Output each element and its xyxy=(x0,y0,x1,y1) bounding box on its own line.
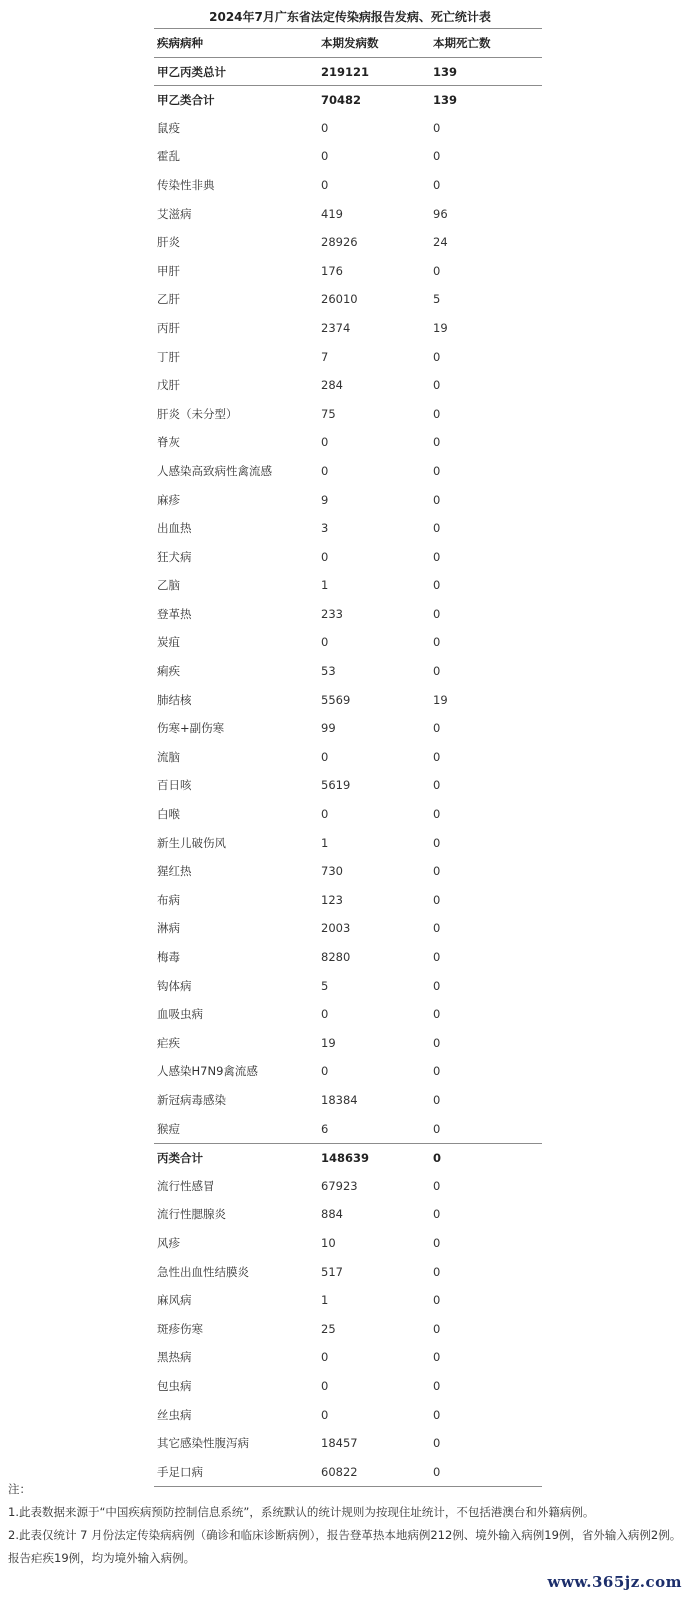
cell-cases: 99 xyxy=(321,721,336,736)
cell-disease: 黑热病 xyxy=(157,1350,192,1365)
notes-label: 注： xyxy=(8,1482,31,1496)
cell-disease: 流行性腮腺炎 xyxy=(157,1207,226,1222)
cell-deaths: 5 xyxy=(433,292,441,307)
cell-disease: 钩体病 xyxy=(157,978,192,993)
cell-disease: 急性出血性结膜炎 xyxy=(157,1264,249,1279)
cell-deaths: 0 xyxy=(433,349,441,364)
table-row xyxy=(154,1172,542,1201)
cell-cases: 60822 xyxy=(321,1464,358,1479)
table-row xyxy=(154,771,542,800)
cell-cases: 0 xyxy=(321,549,329,564)
cell-cases: 5569 xyxy=(321,692,351,707)
cell-disease: 新生儿破伤风 xyxy=(157,835,226,850)
table-row xyxy=(154,1429,542,1458)
cell-deaths: 0 xyxy=(433,807,441,822)
cell-cases: 730 xyxy=(321,864,343,879)
table-row xyxy=(154,1372,542,1401)
cell-disease: 白喉 xyxy=(157,807,180,822)
cell-disease: 新冠病毒感染 xyxy=(157,1092,226,1107)
cell-cases: 0 xyxy=(321,1378,329,1393)
cell-disease: 伤寒+副伤寒 xyxy=(157,721,225,736)
cell-deaths: 0 xyxy=(433,921,441,936)
cell-deaths: 0 xyxy=(433,778,441,793)
table-row xyxy=(154,1115,542,1144)
cell-deaths: 0 xyxy=(433,864,441,879)
cell-disease: 流行性感冒 xyxy=(157,1178,215,1193)
table-row xyxy=(154,1258,542,1287)
cell-cases: 284 xyxy=(321,378,343,393)
cell-cases: 5 xyxy=(321,978,329,993)
cell-disease: 肝炎（未分型） xyxy=(157,406,238,421)
cell-deaths: 0 xyxy=(433,1064,441,1079)
cell-cases: 0 xyxy=(321,807,329,822)
cell-disease: 梅毒 xyxy=(157,950,180,964)
cell-disease: 流脑 xyxy=(157,749,180,764)
cell-disease: 麻风病 xyxy=(157,1293,192,1308)
cell-deaths: 0 xyxy=(433,406,441,421)
cell-deaths: 139 xyxy=(433,64,458,79)
cell-disease: 炭疽 xyxy=(157,635,180,650)
cell-cases: 9 xyxy=(321,492,329,507)
cell-cases: 8280 xyxy=(321,950,351,964)
cell-cases: 25 xyxy=(321,1321,336,1336)
cell-disease: 手足口病 xyxy=(157,1464,203,1479)
cell-cases: 0 xyxy=(321,177,329,192)
cell-disease: 丙类合计 xyxy=(157,1151,203,1166)
cell-disease: 肺结核 xyxy=(157,692,192,707)
cell-deaths: 0 xyxy=(433,1321,441,1336)
cell-cases: 0 xyxy=(321,435,329,450)
cell-disease: 传染性非典 xyxy=(157,177,215,192)
cell-disease: 麻疹 xyxy=(157,492,180,507)
table-row xyxy=(154,800,542,829)
table-row xyxy=(154,972,542,1001)
cell-cases: 5619 xyxy=(321,778,351,793)
cell-disease: 其它感染性腹泻病 xyxy=(157,1436,249,1451)
cell-deaths: 0 xyxy=(433,1235,441,1250)
cell-cases: 2003 xyxy=(321,921,351,936)
cell-disease: 包虫病 xyxy=(157,1378,192,1393)
cell-deaths: 0 xyxy=(433,578,441,593)
table-row xyxy=(154,914,542,943)
table-row xyxy=(154,142,542,171)
cell-cases: 19 xyxy=(321,1035,336,1050)
table-row xyxy=(154,1057,542,1086)
table-row xyxy=(154,1229,542,1258)
cell-cases: 0 xyxy=(321,635,329,650)
cell-cases: 176 xyxy=(321,263,343,278)
cell-disease: 猩红热 xyxy=(157,864,192,879)
table-row xyxy=(154,85,542,114)
table-row xyxy=(154,1401,542,1430)
cell-disease: 人感染高致病性禽流感 xyxy=(157,463,272,478)
cell-cases: 419 xyxy=(321,206,343,221)
cell-deaths: 0 xyxy=(433,463,441,478)
cell-deaths: 0 xyxy=(433,1207,441,1222)
table-row xyxy=(154,1286,542,1315)
table-row xyxy=(154,886,542,915)
cell-disease: 淋病 xyxy=(157,921,180,936)
cell-deaths: 0 xyxy=(433,606,441,621)
cell-cases: 75 xyxy=(321,406,336,421)
cell-deaths: 0 xyxy=(433,1293,441,1308)
cell-disease: 甲乙类合计 xyxy=(157,93,215,108)
cell-disease: 登革热 xyxy=(157,606,192,621)
cell-cases: 148639 xyxy=(321,1151,370,1166)
header-deaths: 本期死亡数 xyxy=(433,36,491,50)
cell-cases: 18384 xyxy=(321,1092,358,1107)
cell-cases: 0 xyxy=(321,1407,329,1422)
watermark: www.365jz.com xyxy=(547,1573,682,1591)
table-row xyxy=(154,829,542,858)
table-row xyxy=(154,1315,542,1344)
cell-disease: 斑疹伤寒 xyxy=(157,1321,203,1336)
table-row xyxy=(154,114,542,143)
cell-cases: 53 xyxy=(321,664,336,679)
cell-cases: 123 xyxy=(321,892,343,907)
cell-deaths: 0 xyxy=(433,1178,441,1193)
cell-disease: 戊肝 xyxy=(157,378,180,393)
cell-cases: 0 xyxy=(321,149,329,164)
cell-deaths: 19 xyxy=(433,320,448,335)
note-line-1: 1.此表数据来源于“中国疾病预防控制信息系统”，系统默认的统计规则为按现住址统计，不包括港澳台和外籍病例。 xyxy=(8,1505,595,1519)
header-cases: 本期发病数 xyxy=(321,36,379,50)
cell-deaths: 0 xyxy=(433,1151,442,1166)
cell-deaths: 0 xyxy=(433,521,441,536)
cell-disease: 风疹 xyxy=(157,1235,180,1250)
table-row xyxy=(154,1343,542,1372)
cell-cases: 0 xyxy=(321,1064,329,1079)
table-row xyxy=(154,1029,542,1058)
cell-cases: 1 xyxy=(321,578,329,593)
cell-deaths: 96 xyxy=(433,206,448,221)
cell-disease: 丝虫病 xyxy=(157,1407,192,1422)
table-row xyxy=(154,285,542,314)
cell-disease: 艾滋病 xyxy=(157,206,192,221)
cell-disease: 百日咳 xyxy=(157,778,192,793)
cell-deaths: 0 xyxy=(433,749,441,764)
cell-deaths: 0 xyxy=(433,1407,441,1422)
cell-disease: 血吸虫病 xyxy=(157,1007,203,1022)
cell-cases: 26010 xyxy=(321,292,358,307)
table-row xyxy=(154,628,542,657)
table-row xyxy=(154,257,542,286)
cell-disease: 甲乙丙类总计 xyxy=(157,64,226,79)
table-row xyxy=(154,714,542,743)
cell-deaths: 0 xyxy=(433,664,441,679)
cell-disease: 痢疾 xyxy=(157,664,180,679)
cell-disease: 鼠疫 xyxy=(157,120,180,135)
table-row xyxy=(154,1200,542,1229)
table-row xyxy=(154,200,542,229)
cell-disease: 布病 xyxy=(157,892,180,907)
table-header-row xyxy=(154,28,542,57)
table-row xyxy=(154,1143,542,1172)
cell-deaths: 0 xyxy=(433,1035,441,1050)
cell-cases: 67923 xyxy=(321,1178,358,1193)
cell-deaths: 0 xyxy=(433,721,441,736)
cell-deaths: 0 xyxy=(433,1350,441,1365)
table-row xyxy=(154,514,542,543)
statistics-table xyxy=(154,28,542,1487)
table-row xyxy=(154,686,542,715)
table-row xyxy=(154,600,542,629)
table-row xyxy=(154,857,542,886)
cell-disease: 出血热 xyxy=(157,521,192,536)
cell-cases: 1 xyxy=(321,835,329,850)
table-row xyxy=(154,228,542,257)
cell-cases: 0 xyxy=(321,1007,329,1022)
table-row xyxy=(154,486,542,515)
table-row xyxy=(154,457,542,486)
cell-deaths: 0 xyxy=(433,149,441,164)
table-row xyxy=(154,943,542,972)
table-row xyxy=(154,657,542,686)
cell-cases: 3 xyxy=(321,521,329,536)
cell-disease: 霍乱 xyxy=(157,149,180,164)
cell-cases: 517 xyxy=(321,1264,343,1279)
table-row xyxy=(154,428,542,457)
cell-deaths: 0 xyxy=(433,177,441,192)
header-disease: 疾病病种 xyxy=(157,36,203,50)
table-row xyxy=(154,571,542,600)
table-body xyxy=(154,57,542,1487)
cell-disease: 丙肝 xyxy=(157,320,180,335)
cell-deaths: 0 xyxy=(433,1007,441,1022)
cell-disease: 肝炎 xyxy=(157,235,180,250)
cell-disease: 甲肝 xyxy=(157,263,180,278)
cell-deaths: 24 xyxy=(433,235,448,250)
cell-disease: 乙脑 xyxy=(157,578,180,593)
cell-disease: 脊灰 xyxy=(157,435,180,450)
cell-deaths: 0 xyxy=(433,549,441,564)
cell-cases: 7 xyxy=(321,349,329,364)
cell-deaths: 19 xyxy=(433,692,448,707)
cell-deaths: 0 xyxy=(433,1121,441,1136)
cell-deaths: 139 xyxy=(433,93,458,108)
table-row xyxy=(154,57,542,86)
table-row xyxy=(154,371,542,400)
table-row xyxy=(154,543,542,572)
cell-deaths: 0 xyxy=(433,892,441,907)
table-row xyxy=(154,1000,542,1029)
cell-disease: 乙肝 xyxy=(157,292,180,307)
cell-disease: 人感染H7N9禽流感 xyxy=(157,1064,258,1079)
cell-cases: 0 xyxy=(321,463,329,478)
cell-disease: 猴痘 xyxy=(157,1121,180,1136)
cell-cases: 28926 xyxy=(321,235,358,250)
cell-cases: 233 xyxy=(321,606,343,621)
cell-deaths: 0 xyxy=(433,1264,441,1279)
table-row xyxy=(154,1086,542,1115)
cell-cases: 0 xyxy=(321,749,329,764)
cell-deaths: 0 xyxy=(433,1092,441,1107)
notes-section xyxy=(8,1478,692,1570)
cell-cases: 6 xyxy=(321,1121,329,1136)
note-line-2: 2.此表仅统计 7 月份法定传染病病例（确诊和临床诊断病例），报告登革热本地病例212例、境外输入病例19例，省外输入病例2例。报告疟疾19例，均为境外输入病例。 xyxy=(8,1528,682,1565)
cell-cases: 18457 xyxy=(321,1436,358,1451)
cell-disease: 丁肝 xyxy=(157,349,180,364)
cell-deaths: 0 xyxy=(433,120,441,135)
cell-deaths: 0 xyxy=(433,378,441,393)
cell-deaths: 0 xyxy=(433,950,441,964)
cell-deaths: 0 xyxy=(433,263,441,278)
cell-deaths: 0 xyxy=(433,978,441,993)
cell-cases: 884 xyxy=(321,1207,343,1222)
cell-deaths: 0 xyxy=(433,1378,441,1393)
cell-cases: 0 xyxy=(321,1350,329,1365)
cell-disease: 狂犬病 xyxy=(157,549,192,564)
cell-cases: 219121 xyxy=(321,64,370,79)
cell-deaths: 0 xyxy=(433,635,441,650)
cell-disease: 疟疾 xyxy=(157,1035,180,1050)
cell-cases: 10 xyxy=(321,1235,336,1250)
cell-cases: 70482 xyxy=(321,93,362,108)
cell-deaths: 0 xyxy=(433,1464,441,1479)
cell-deaths: 0 xyxy=(433,435,441,450)
table-row xyxy=(154,314,542,343)
cell-deaths: 0 xyxy=(433,1436,441,1451)
page-title: 2024年7月广东省法定传染病报告发病、死亡统计表 xyxy=(209,10,491,24)
cell-cases: 1 xyxy=(321,1293,329,1308)
cell-deaths: 0 xyxy=(433,492,441,507)
cell-cases: 2374 xyxy=(321,320,351,335)
cell-cases: 0 xyxy=(321,120,329,135)
table-row xyxy=(154,743,542,772)
cell-deaths: 0 xyxy=(433,835,441,850)
table-row xyxy=(154,400,542,429)
table-row xyxy=(154,171,542,200)
table-row xyxy=(154,343,542,372)
